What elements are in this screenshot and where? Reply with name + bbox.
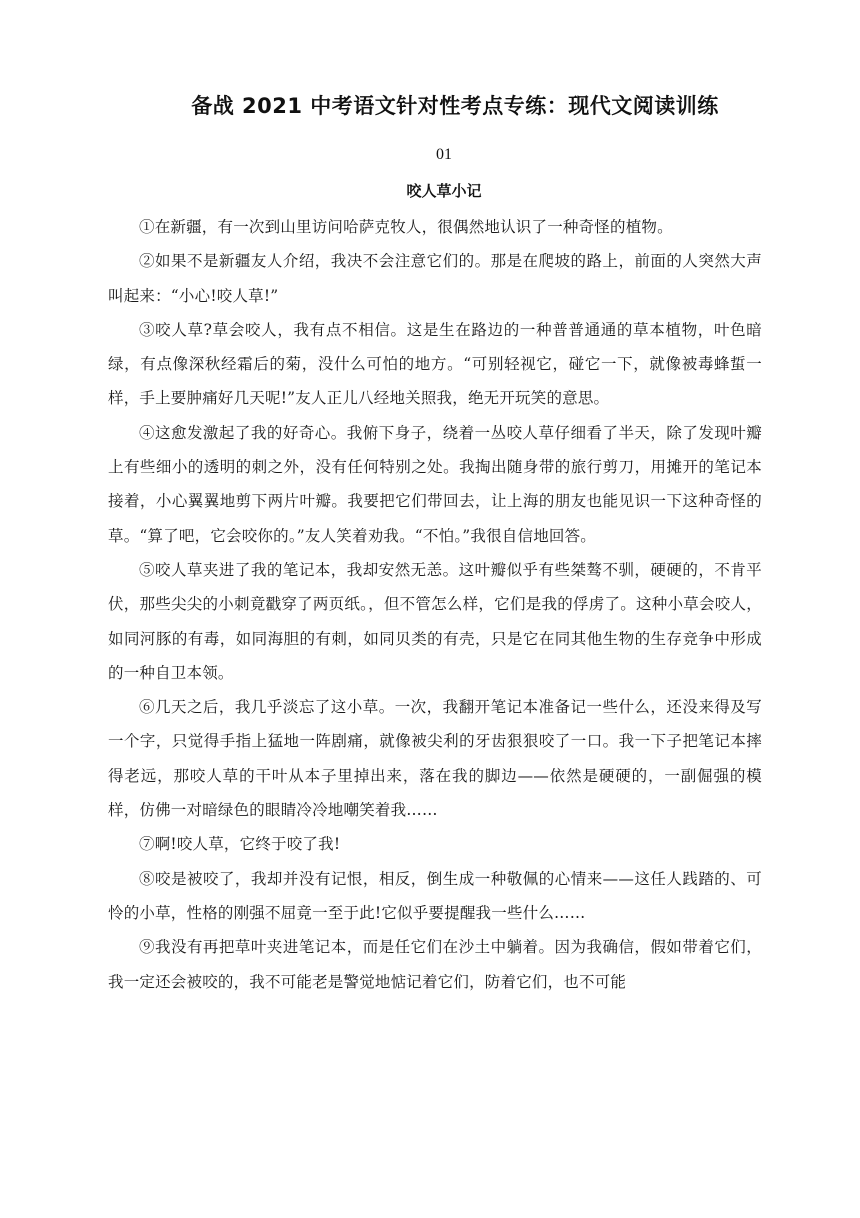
paragraph-4: ④这愈发激起了我的好奇心。我俯下身子，绕着一丛咬人草仔细看了半天，除了发现叶瓣上有些细小的透明的刺之外，没有任何特别之处。我掏出随身带的旅行剪刀，用摊开的笔记本接着，小心翼翼地剪下两片叶瓣。我要把它们带回去，让上海的朋友也能见识一下这种奇怪的草。“算了吧，它会咬你的。”友人笑着劝我。“不怕。”我很自信地回答。 [108,423,762,545]
document-title: 备战 2021 中考语文针对性考点专练：现代文阅读训练 [191,94,719,118]
article-body [108,210,762,999]
section-number: 01 [436,146,452,163]
paragraph-5: ⑤咬人草夹进了我的笔记本，我却安然无恙。这叶瓣似乎有些桀骜不驯，硬硬的，不肯平伏，那些尖尖的小刺竟戳穿了两页纸。，但不管怎么样，它们是我的俘虏了。这种小草会咬人，如同河豚的有毒，如同海胆的有刺，如同贝类的有壳，只是它在同其他生物的生存竞争中形成的一种自卫本领。 [108,560,762,682]
paragraph-3: ③咬人草?草会咬人，我有点不相信。这是生在路边的一种普普通通的草本植物，叶色暗绿，有点像深秋经霜后的菊，没什么可怕的地方。“可别轻视它，碰它一下，就像被毒蜂蜇一样，手上要肿痛好几天呢!”友人正儿八经地关照我，绝无开玩笑的意思。 [108,320,762,408]
paragraph-2: ②如果不是新疆友人介绍，我决不会注意它们的。那是在爬坡的路上，前面的人突然大声叫起来：“小心!咬人草!” [108,252,762,305]
paragraph-1: ①在新疆，有一次到山里访问哈萨克牧人，很偶然地认识了一种奇怪的植物。 [139,218,673,236]
article-title: 咬人草小记 [406,182,482,200]
paragraph-7: ⑦啊!咬人草，它终于咬了我! [139,835,341,854]
paragraph-6: ⑥几天之后，我几乎淡忘了这小草。一次，我翻开笔记本准备记一些什么，还没来得及写一个字，只觉得手指上猛地一阵剧痛，就像被尖利的牙齿狠狠咬了一口。我一下子把笔记本摔得老远，那咬人草的干叶从本子里掉出来，落在我的脚边——依然是硬硬的，一副倔强的模样，仿佛一对暗绿色的眼睛冷冷地嘲笑着我…… [108,698,762,820]
paragraph-8: ⑧咬是被咬了，我却并没有记恨，相反，倒生成一种敬佩的心情来——这任人践踏的、可怜的小草，性格的刚强不屈竟一至于此!它似乎要提醒我一些什么…… [108,869,762,922]
paragraph-9: ⑨我没有再把草叶夹进笔记本，而是任它们在沙土中躺着。因为我确信，假如带着它们，我一定还会被咬的，我不可能老是警觉地惦记着它们，防着它们，也不可能 [108,938,762,991]
